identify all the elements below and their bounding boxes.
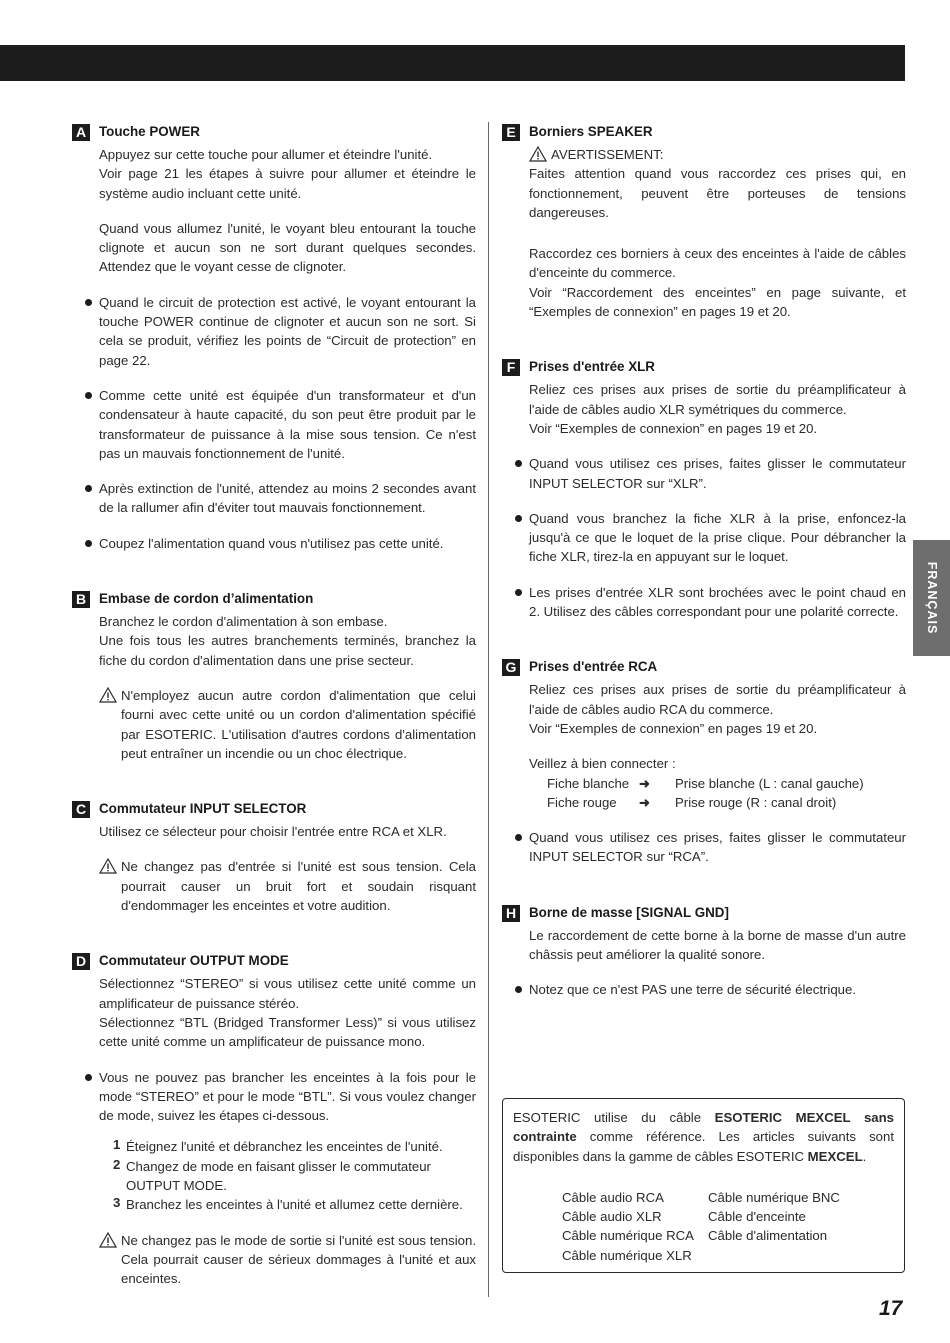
warning-note [99, 686, 476, 763]
warning-note [99, 857, 476, 915]
bullet-item: Notez que ce n'est PAS une terre de sécurité électrique. [529, 980, 906, 999]
section-g [502, 657, 906, 866]
bullet-item: Quand vous utilisez ces prises, faites glisser le commutateur INPUT SELECTOR sur “XLR”. [529, 454, 906, 493]
paragraph: Voir “Exemples de connexion” en pages 19 et 20. [529, 420, 818, 436]
paragraph: Le raccordement de cette borne à la borne de masse d'un autre châssis peut améliorer la qualité sonore. [529, 927, 906, 963]
section-f [502, 357, 906, 621]
step-text: Éteignez l'unité et débranchez les enceintes de l'unité. [126, 1139, 443, 1155]
cable-item: Câble d'enceinte [708, 1209, 806, 1225]
paragraph: Reliez ces prises aux prises de sortie du préamplificateur à l'aide de câbles audio XLR symétriques du commerce. [529, 382, 906, 417]
section-letter: B [72, 591, 90, 608]
column-divider [488, 122, 489, 1297]
paragraph: Voir “Exemples de connexion” en pages 19 et 20. [529, 720, 818, 736]
right-arrow-icon: ➜ [639, 775, 651, 791]
step-number: 1 [113, 1137, 121, 1153]
paragraph: Une fois tous les autres branchements terminés, branchez la fiche du cordon d'alimentation dans une prise secteur. [99, 633, 476, 668]
paragraph: Voir page 21 les étapes à suivre pour allumer et éteindre le système audio incluant cette unité. [99, 166, 476, 201]
section-title: Commutateur OUTPUT MODE [99, 953, 289, 969]
warning-triangle-icon [99, 858, 117, 874]
mexcel-intro [513, 1108, 894, 1166]
bullet-item: Les prises d'entrée XLR sont brochées avec le point chaud en 2. Utilisez des câbles correspondant pour une polarité correcte. [529, 583, 906, 622]
language-tab-label: FRANÇAIS [924, 561, 939, 635]
warning-label [529, 145, 906, 164]
section-letter: E [502, 124, 520, 141]
section-title: Borniers SPEAKER [529, 124, 653, 139]
paragraph: Reliez ces prises aux prises de sortie du préamplificateur à l'aide de câbles audio RCA du commerce. [529, 682, 906, 717]
section-h [502, 903, 906, 1000]
section-d [72, 951, 476, 1288]
section-title: Touche POWER [99, 124, 200, 139]
step-text: Branchez les enceintes à l'unité et allumez cette dernière. [126, 1197, 463, 1213]
plug-label: Fiche blanche [547, 775, 630, 791]
step-item [99, 1195, 476, 1214]
jack-label: Prise blanche (L : canal gauche) [675, 775, 864, 791]
connection-row [529, 793, 906, 812]
paragraph: Branchez le cordon d'alimentation à son embase. [99, 614, 388, 630]
bullet-item: Vous ne pouvez pas brancher les enceintes à la fois pour le mode “STEREO” et pour le mode “BTL”. Si vous voulez changer de mode, suivez les étapes ci-dessous. [99, 1068, 476, 1126]
jack-label: Prise rouge (R : canal droit) [675, 794, 837, 810]
right-arrow-icon: ➜ [639, 794, 651, 810]
paragraph: Raccordez ces borniers à ceux des enceintes à l'aide de câbles d'enceinte du commerce. [529, 246, 906, 281]
paragraph: Veillez à bien connecter : [529, 756, 676, 772]
paragraph: Sélectionnez “BTL (Bridged Transformer Less)” si vous utilisez cette unité comme un amplificateur de puissance mono. [99, 1014, 476, 1050]
section-letter: C [72, 801, 90, 818]
mexcel-bold: ESOTERIC MEXCEL sans contrainte [513, 1110, 895, 1145]
paragraph: Quand vous allumez l'unité, le voyant bleu entourant la touche clignote et aucun son ne sort durant quelques secondes. Attendez que le voyant cesse de clignoter. [99, 220, 476, 275]
mexcel-text: . [862, 1148, 867, 1164]
warning-triangle-icon [99, 1232, 117, 1248]
warning-text: N'employez aucun autre cordon d'alimentation que celui fourni avec cette unité ou un cordon d'alimentation spécifié par ESOTERIC. L'utilisation d'autres cordons d'alimentation peut entraîner un incendie ou un choc électrique. [121, 687, 476, 761]
bullet-item: Quand vous utilisez ces prises, faites glisser le commutateur INPUT SELECTOR sur “RCA”. [529, 828, 906, 867]
section-c [72, 799, 476, 915]
section-letter: A [72, 124, 90, 141]
section-a [72, 122, 476, 553]
step-item [99, 1137, 476, 1156]
cable-list [562, 1188, 894, 1265]
plug-label: Fiche rouge [547, 794, 617, 810]
paragraph: Sélectionnez “STEREO” si vous utilisez cette unité comme un amplificateur de puissance stéréo. [99, 976, 476, 1011]
section-letter: H [502, 905, 520, 922]
section-letter: G [502, 659, 520, 676]
page-number: 17 [879, 1297, 903, 1320]
mexcel-info-box [502, 1098, 905, 1273]
bullet-item: Quand le circuit de protection est activé, le voyant entourant la touche POWER continue de clignoter et aucun son ne sort. Si cela se produit, vérifiez les points de “Circuit de protection” en page 22. [99, 293, 476, 370]
warning-triangle-icon [529, 146, 547, 162]
section-title: Embase de cordon d’alimentation [99, 591, 314, 607]
warning-label-text: AVERTISSEMENT: [551, 147, 664, 162]
bullet-item: Après extinction de l'unité, attendez au moins 2 secondes avant de la rallumer afin d'éviter tout mauvais fonctionnement. [99, 479, 476, 518]
header-bar [0, 45, 905, 81]
bullet-item: Comme cette unité est équipée d'un transformateur et d'un condensateur à haute capacité, du son peut être produit par le transformateur de puissance à la mise sous tension. Ce n'est pas un mauvais fonctionnement de l'unité. [99, 386, 476, 463]
cable-item: Câble audio RCA [562, 1189, 664, 1205]
cable-item: Câble numérique BNC [708, 1189, 840, 1205]
section-letter: F [502, 359, 520, 376]
mexcel-text: comme référence. Les articles suivants sont disponibles dans la gamme de câbles ESOTERIC [513, 1129, 894, 1164]
paragraph: Voir “Raccordement des enceintes” en page suivante, et “Exemples de connexion” en pages 19 et 20. [529, 284, 906, 320]
warning-text: Faites attention quand vous raccordez ces prises qui, en fonctionnement, peuvent être porteuses de tensions dangereuses. [529, 166, 906, 220]
cable-item: Câble numérique XLR [562, 1247, 692, 1263]
section-title: Prises d'entrée XLR [529, 359, 655, 375]
section-letter: D [72, 953, 90, 970]
cable-item: Câble numérique RCA [562, 1228, 694, 1244]
cable-item: Câble audio XLR [562, 1209, 662, 1225]
section-title: Commutateur INPUT SELECTOR [99, 801, 307, 817]
step-number: 3 [113, 1195, 121, 1211]
warning-triangle-icon [99, 687, 117, 703]
section-title: Borne de masse [SIGNAL GND] [529, 904, 729, 920]
warning-text: Ne changez pas le mode de sortie si l'unité est sous tension. Cela pourrait causer de sérieux dommages à l'unité et aux enceintes. [121, 1232, 476, 1287]
paragraph: Appuyez sur cette touche pour allumer et éteindre l'unité. [99, 147, 433, 162]
step-number: 2 [113, 1156, 121, 1172]
right-column [502, 122, 906, 1000]
connection-row [529, 774, 906, 793]
warning-note [99, 1231, 476, 1289]
step-item [99, 1157, 476, 1196]
step-text: Changez de mode en faisant glisser le commutateur OUTPUT MODE. [126, 1158, 431, 1193]
language-tab [913, 540, 950, 656]
warning-text: Ne changez pas d'entrée si l'unité est sous tension. Cela pourrait causer un bruit fort et soudain risquant d'endommager les enceintes et votre audition. [121, 859, 476, 914]
cable-item: Câble d'alimentation [708, 1228, 828, 1244]
left-column [72, 122, 476, 1288]
section-e [502, 122, 906, 321]
section-title: Prises d'entrée RCA [529, 659, 658, 675]
mexcel-bold: MEXCEL [807, 1148, 863, 1164]
bullet-item: Coupez l'alimentation quand vous n'utilisez pas cette unité. [99, 534, 476, 553]
section-b [72, 589, 476, 763]
mexcel-text: ESOTERIC utilise du câble [513, 1110, 715, 1125]
paragraph: Utilisez ce sélecteur pour choisir l'entrée entre RCA et XLR. [99, 824, 447, 840]
bullet-item: Quand vous branchez la fiche XLR à la prise, enfoncez-la jusqu'à ce que le loquet de la prise clique. Pour débrancher la fiche XLR, tirez-la en appuyant sur le loquet. [529, 509, 906, 567]
